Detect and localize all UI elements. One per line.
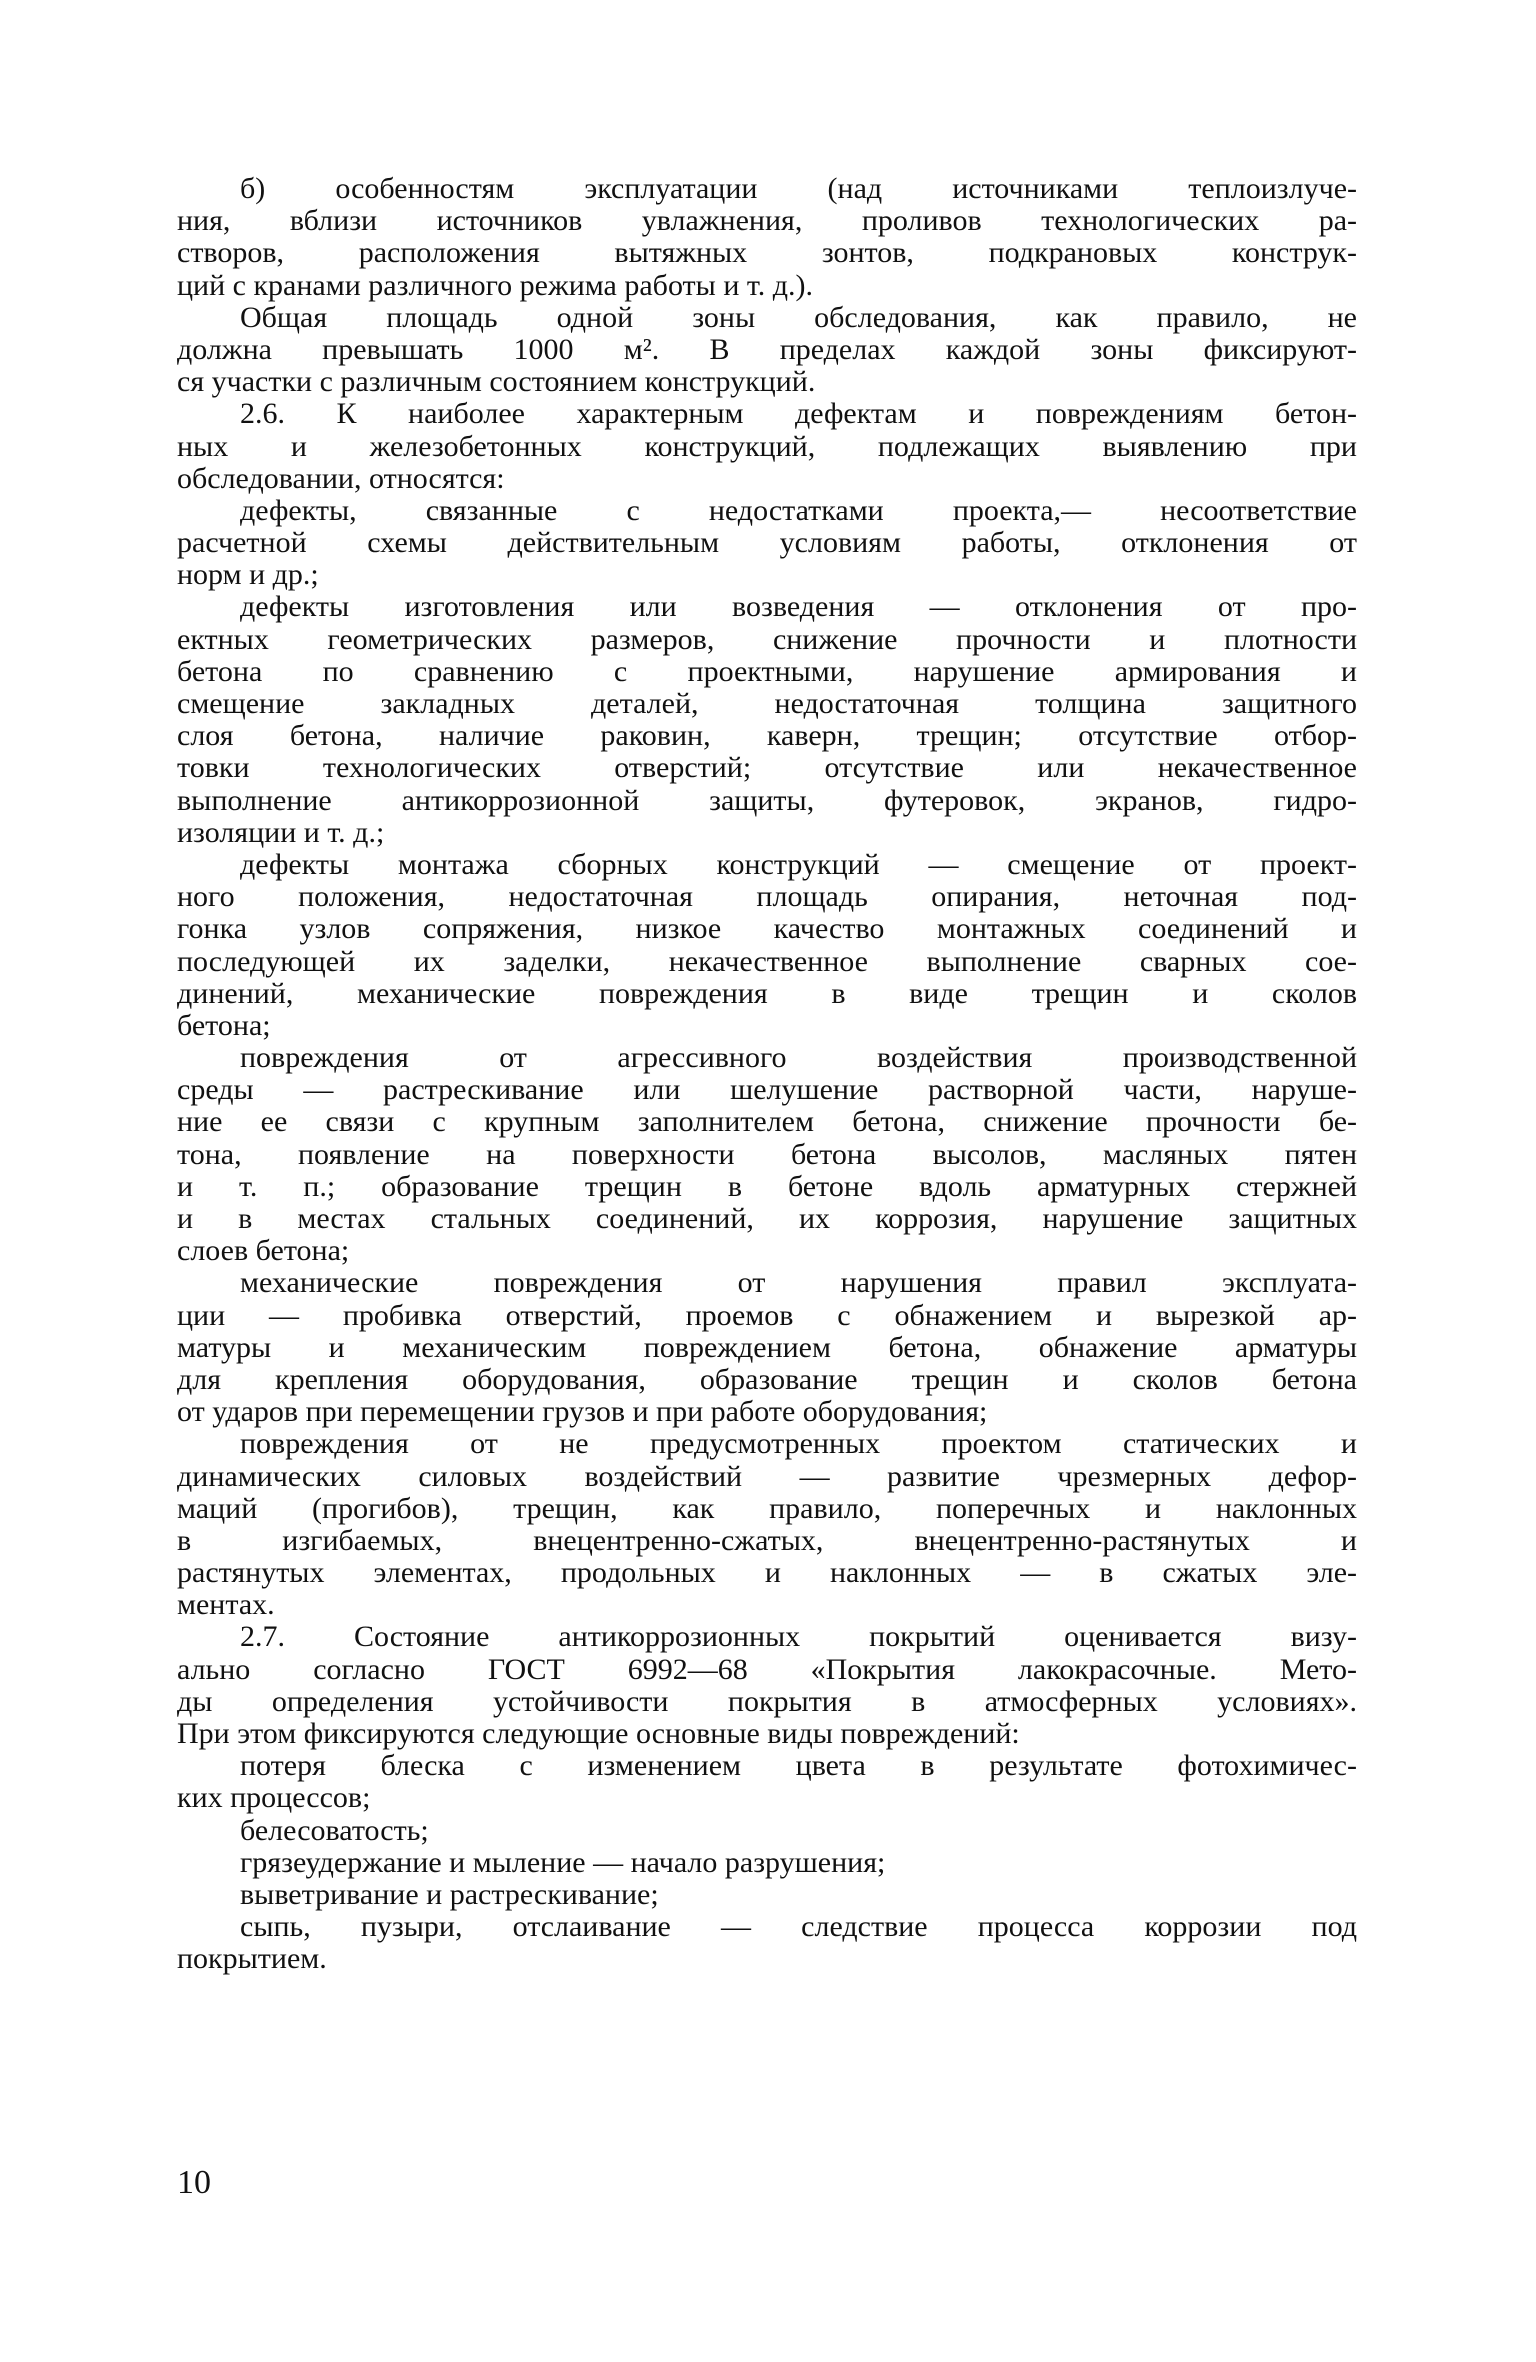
text-line: тона, появление на поверхности бетона высолов, масляных пятен xyxy=(177,1137,1357,1171)
text-line: маций (прогибов), трещин, как правило, поперечных и наклонных xyxy=(177,1491,1357,1525)
text-line: динений, механические повреждения в виде трещин и сколов xyxy=(177,976,1357,1010)
paragraph xyxy=(177,1815,1357,1847)
text-line: для крепления оборудования, образование трещин и сколов бетона xyxy=(177,1362,1357,1396)
text-line: 2.7. Состояние антикоррозионных покрытий оценивается визу- xyxy=(240,1620,1357,1654)
text-line: дефекты монтажа сборных конструкций — смещение от проект- xyxy=(240,847,1357,881)
text-line: ких процессов; xyxy=(177,1781,371,1815)
text-line: ций с кранами различного режима работы и т. д.). xyxy=(177,268,813,302)
text-line: выветривание и растрескивание; xyxy=(240,1877,659,1911)
text-line: должна превышать 1000 м². В пределах каждой зоны фиксируют- xyxy=(177,332,1357,366)
text-line: Общая площадь одной зоны обследования, как правило, не xyxy=(240,300,1357,334)
text-line: ных и железобетонных конструкций, подлежащих выявлению при xyxy=(177,429,1357,463)
text-line: и в местах стальных соединений, их коррозия, нарушение защитных xyxy=(177,1202,1357,1235)
paragraph xyxy=(177,173,1357,302)
paragraph xyxy=(177,849,1357,1042)
text-line: изоляции и т. д.; xyxy=(177,815,385,849)
text-line: норм и др.; xyxy=(177,558,319,592)
text-line: и т. п.; образование трещин в бетоне вдоль арматурных стержней xyxy=(177,1169,1357,1203)
text-line: повреждения от агрессивного воздействия производственной xyxy=(240,1041,1357,1075)
text-line: грязеудержание и мыление — начало разрушения; xyxy=(240,1845,886,1879)
text-line: динамических силовых воздействий — развитие чрезмерных дефор- xyxy=(177,1459,1357,1493)
paragraph xyxy=(177,1879,1357,1911)
paragraph xyxy=(177,591,1357,849)
text-line: ды определения устойчивости покрытия в атмосферных условиях». xyxy=(177,1684,1357,1718)
text-line: бетона по сравнению с проектными, нарушение армирования и xyxy=(177,654,1357,688)
paragraph xyxy=(177,1267,1357,1428)
paragraph xyxy=(177,1911,1357,1975)
text-line: дефекты изготовления или возведения — отклонения от про- xyxy=(240,590,1357,624)
text-line: створов, расположения вытяжных зонтов, подкрановых конструк- xyxy=(177,236,1357,270)
text-line: обследовании, относятся: xyxy=(177,461,505,495)
paragraph xyxy=(177,1428,1357,1621)
text-line: бетона; xyxy=(177,1008,271,1042)
text-line: ально согласно ГОСТ 6992—68 «Покрытия лакокрасочные. Мето- xyxy=(177,1652,1357,1686)
paragraph xyxy=(177,1847,1357,1879)
text-line: ментах. xyxy=(177,1588,275,1622)
text-line: гонка узлов сопряжения, низкое качество монтажных соединений и xyxy=(177,912,1357,946)
text-line: сыпь, пузыри, отслаивание — следствие процесса коррозии под xyxy=(240,1910,1357,1944)
text-line: При этом фиксируются следующие основные виды повреждений: xyxy=(177,1717,1020,1750)
text-line: потеря блеска с изменением цвета в результате фотохимичес- xyxy=(240,1749,1357,1783)
paragraph xyxy=(177,1621,1357,1750)
text-line: ся участки с различным состоянием конструкций. xyxy=(177,365,816,399)
text-line: расчетной схемы действительным условиям работы, отклонения от xyxy=(177,526,1357,560)
paragraph xyxy=(177,398,1357,495)
paragraph xyxy=(177,1750,1357,1814)
text-line: последующей их заделки, некачественное выполнение сварных сое- xyxy=(177,944,1357,978)
text-line: ного положения, недостаточная площадь опирания, неточная под- xyxy=(177,880,1357,914)
text-line: дефекты, связанные с недостатками проекта,— несоответствие xyxy=(240,493,1357,527)
paragraph xyxy=(177,1042,1357,1267)
text-line: от ударов при перемещении грузов и при работе оборудования; xyxy=(177,1395,988,1429)
text-line: растянутых элементах, продольных и наклонных — в сжатых эле- xyxy=(177,1556,1357,1590)
text-line: в изгибаемых, внецентренно-сжатых, внецентренно-растянутых и xyxy=(177,1523,1357,1557)
page-number: 10 xyxy=(177,2164,211,2201)
text-line: 2.6. К наиболее характерным дефектам и повреждениям бетон- xyxy=(240,397,1357,431)
text-line: среды — растрескивание или шелушение растворной части, наруше- xyxy=(177,1073,1357,1107)
text-line: повреждения от не предусмотренных проектом статических и xyxy=(240,1427,1357,1461)
text-line: слоев бетона; xyxy=(177,1234,350,1268)
paragraph xyxy=(177,495,1357,592)
text-line: слоя бетона, наличие раковин, каверн, трещин; отсутствие отбор- xyxy=(177,719,1357,753)
text-line: ния, вблизи источников увлажнения, проливов технологических ра- xyxy=(177,204,1357,238)
text-line: б) особенностям эксплуатации (над источниками теплоизлуче- xyxy=(240,172,1357,205)
text-line: ектных геометрических размеров, снижение прочности и плотности xyxy=(177,622,1357,656)
text-line: ние ее связи с крупным заполнителем бетона, снижение прочности бе- xyxy=(177,1105,1357,1139)
text-line: товки технологических отверстий; отсутствие или некачественное xyxy=(177,751,1357,785)
text-line: ции — пробивка отверстий, проемов с обнажением и вырезкой ар- xyxy=(177,1298,1357,1332)
text-line: выполнение антикоррозионной защиты, футеровок, экранов, гидро- xyxy=(177,783,1357,817)
document-body xyxy=(177,173,1357,1976)
paragraph xyxy=(177,302,1357,399)
text-line: белесоватость; xyxy=(240,1813,429,1847)
text-line: матуры и механическим повреждением бетона, обнажение арматуры xyxy=(177,1330,1357,1364)
text-line: смещение закладных деталей, недостаточная толщина защитного xyxy=(177,687,1357,720)
text-line: механические повреждения от нарушения правил эксплуата- xyxy=(240,1266,1357,1300)
text-line: покрытием. xyxy=(177,1942,327,1976)
